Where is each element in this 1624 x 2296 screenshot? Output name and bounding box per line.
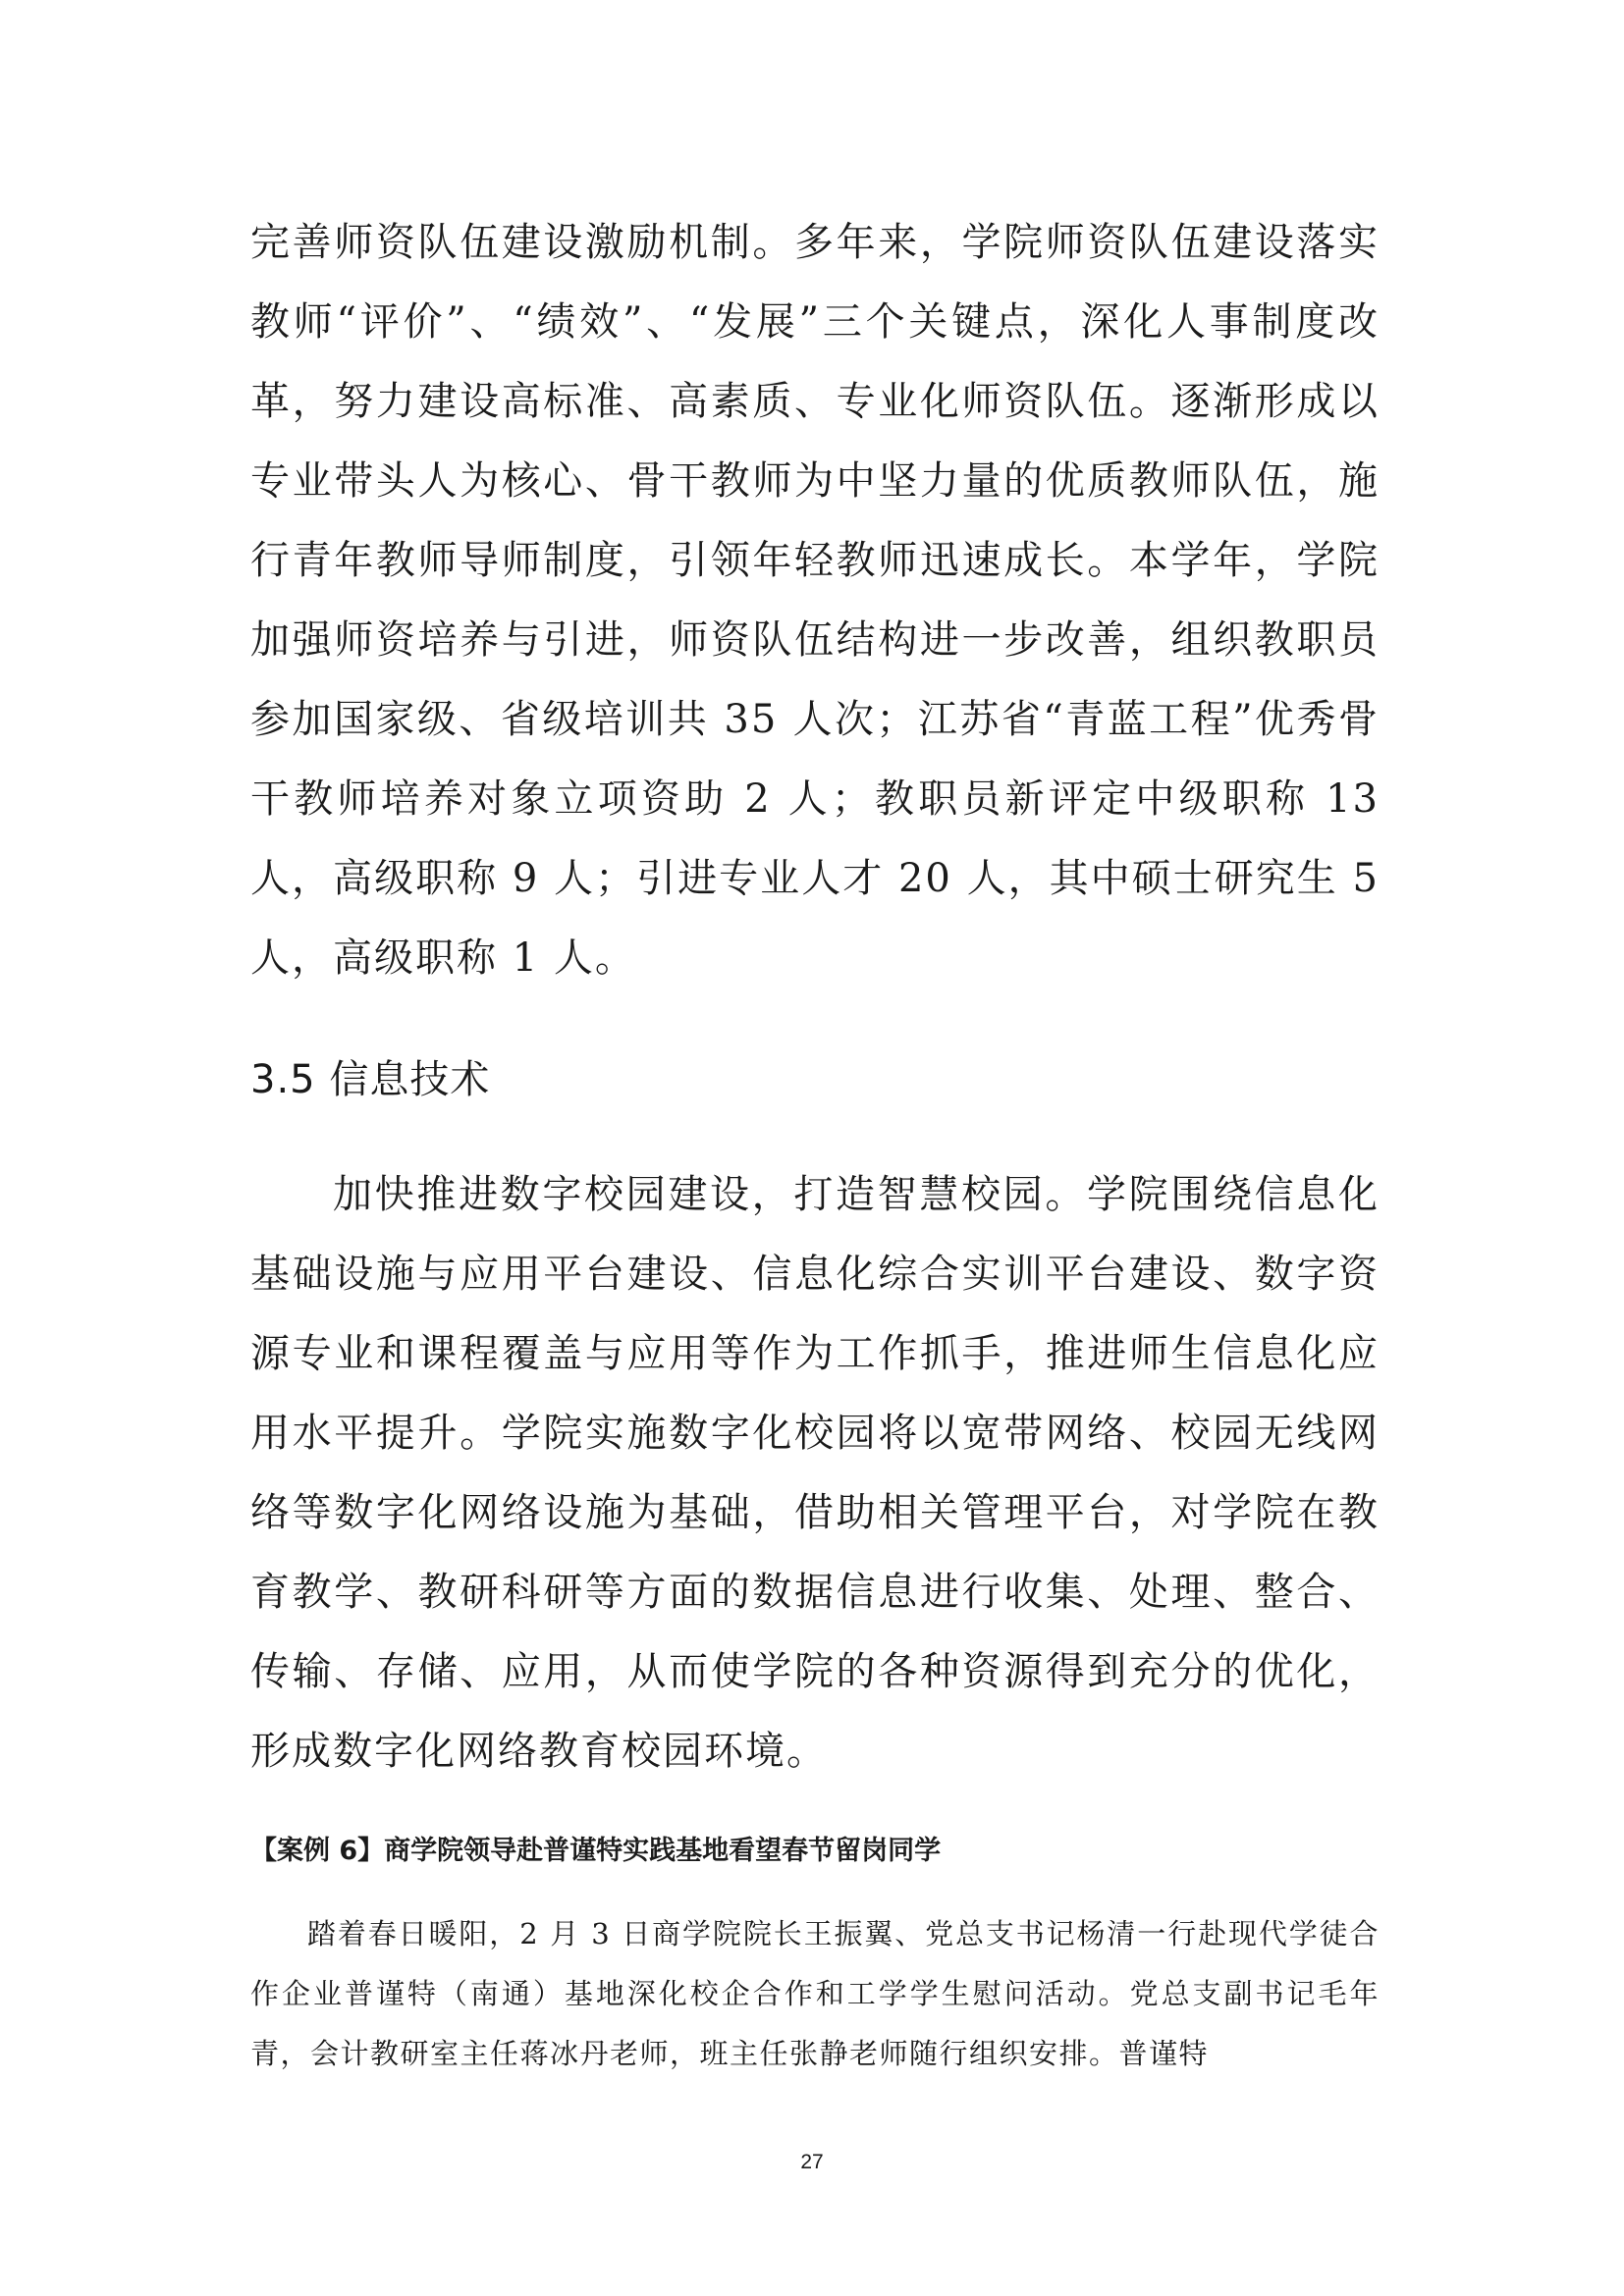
paragraph-faculty-incentives: 完善师资队伍建设激励机制。多年来，学院师资队伍建设落实教师“评价”、“绩效”、“发展”三个关键点，深化人事制度改革，努力建设高标准、高素质、专业化师资队伍。逐渐形成以专业带头人为核心、骨干教师为中坚力量的优质教师队伍，施行青年教师导师制度，引领年轻教师迅速成长。本学年，学院加强师资培养与引进，师资队伍结构进一步改善，组织教职员参加国家级、省级培训共 35 人次；江苏省“青蓝工程”优秀骨干教师培养对象立项资助 2 人；教职员新评定中级职称 13 人，高级职称 9 人；引进专业人才 20 人，其中硕士研究生 5 人，高级职称 1 人。 bbox=[250, 220, 1380, 981]
page-number: 27 bbox=[800, 2151, 824, 2173]
case-paragraph: 踏着春日暖阳，2 月 3 日商学院院长王振翼、党总支书记杨清一行赴现代学徒合作企业普谨特（南通）基地深化校企合作和工学学生慰问活动。党总支副书记毛年青，会计教研室主任蒋冰丹老师，班主任张静老师随行组织安排。普谨特 bbox=[250, 1917, 1380, 2070]
case-title: 【案例 6】商学院领导赴普谨特实践基地看望春节留岗同学 bbox=[250, 1836, 942, 1866]
paragraph-digital-campus: 加快推进数字校园建设，打造智慧校园。学院围绕信息化基础设施与应用平台建设、信息化综合实训平台建设、数字资源专业和课程覆盖与应用等作为工作抓手，推进师生信息化应用水平提升。学院实施数字化校园将以宽带网络、校园无线网络等数字化网络设施为基础，借助相关管理平台，对学院在教育教学、教研科研等方面的数据信息进行收集、处理、整合、传输、存储、应用，从而使学院的各种资源得到充分的优化，形成数字化网络教育校园环境。 bbox=[250, 1172, 1380, 1774]
section-heading-it: 3.5 信息技术 bbox=[250, 1057, 491, 1102]
